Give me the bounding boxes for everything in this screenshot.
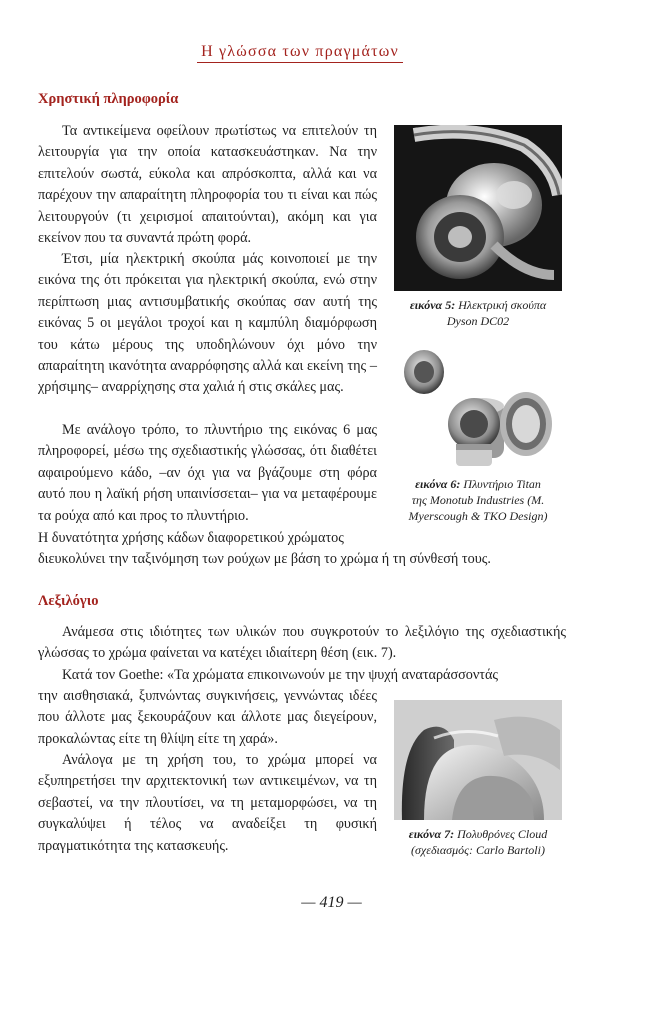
caption-line [415,477,541,491]
section-heading-usage-info: Χρηστική πληροφορία [38,91,179,107]
caption-line: Dyson DC02 [446,314,510,328]
vacuum-cleaner-icon [394,125,562,291]
paragraph: Τα αντικείμενα οφείλουν πρωτίστως να επιτελούν τη λειτουργία για την οποία κατασκευάστηκαν. Να την επιτελούν σωστά, εύκολα και απρόσκοπτα, αλλά και να παρέχουν την απαραίτητη πληροφορία του τι είναι και πώς λειτουργούν (τι χειρισμοί απαιτούνται), ακόμη και για εκείνον που τα συναντά πρώτη φορά. [38,123,377,247]
caption-line: Myerscough & TKO Design) [408,509,548,523]
caption-line: (σχεδιασμός: Carlo Bartoli) [411,843,545,857]
caption-line [410,298,546,312]
paragraph: Έτσι, μία ηλεκτρική σκούπα μάς κοινοποιεί με την εικόνα της ότι πρόκειται για ηλεκτρική σκούπα, ενώ στην περίπτωση μιας αντισυμβατικής σκούπας σαν αυτή της εικόνας 5 οι μεγάλοι τροχοί και η καμπύλη διαμόρφωση του κάτω μέρους της υποδηλώνουν όχι μόνο την απαραίτητη ικανότητα αναρρόφησης αλλά και εκείνη της –χρήσιμης– αναρρίχησης στα χαλιά ή στις σκάλες μας. [38,251,377,396]
figure-label: εικόνα 6: [415,477,461,491]
paragraph: διευκολύνει την ταξινόμηση των ρούχων με βάση το χρώμα ή τη σύνθεσή τους. [38,551,491,567]
caption-text: Πολυθρόνες Cloud [457,827,548,841]
figure-7-armchairs-image [394,700,562,820]
paragraph: Η δυνατότητα χρήσης κάδων διαφορετικού χρώματος [38,530,344,546]
figure-7-caption [388,826,568,858]
running-head: Η γλώσσα των πραγμάτων [197,43,403,63]
figure-label: εικόνα 5: [409,298,456,312]
figure-label: εικόνα 7: [408,827,455,841]
paragraph: Ανάλογα με τη χρήση του, το χρώμα μπορεί να εξυπηρετήσει την αρχιτεκτονική των αντικειμένων, να τη σεβαστεί, να την πλουτίσει, να τη μεταμορφώσει, να τη συγκαλύψει ή τέλος να αναδείξει τη φυσική πραγματικότητα της κατασκευής. [38,752,377,854]
figure-6-caption [393,476,563,524]
paragraph: Με ανάλογο τρόπο, το πλυντήριο της εικόνας 6 μας πληροφορεί, μέσω της σχεδιαστικής γλώσσας, ότι διαθέτει αφαιρούμενο κάδο, –αν όχι για να βγάζουμε στη φόρα αυτό που η λαϊκή ρήση υπαινίσσεται– για να μεταφέρουμε τα ρούχα από και προς το πλυντήριο. [38,422,377,524]
washing-machine-icon [398,340,558,472]
caption-line: της Monotub Industries (M. [411,493,545,507]
page-number: — 419 — [301,894,362,911]
figure-6-washing-machine-image [398,340,558,472]
figure-5-vacuum-image [394,125,562,291]
caption-line [409,827,547,841]
paragraph: Ανάμεσα στις ιδιότητες των υλικών που συγκροτούν το λεξιλόγιο της σχεδιαστικής γλώσσας το χρώμα φαίνεται να κατέχει ιδιαίτερη θέση (εικ. 7). [38,624,566,662]
caption-text: Ηλεκτρική σκούπα [458,298,547,312]
armchair-icon [394,700,562,820]
caption-text: Πλυντήριο Titan [463,477,541,491]
section-heading-vocabulary: Λεξιλόγιο [38,593,99,609]
figure-5-caption [388,297,568,329]
paragraph: την αισθησιακά, ξυπνώντας συγκινήσεις, γεννώντας ιδέες που άλλοτε μας ξεκουράζουν και άλλοτε μας διεγείρουν, προκαλώντας είτε τη θλίψη είτε τη χαρά». [38,688,377,747]
paragraph: Κατά τον Goethe: «Τα χρώματα επικοινωνούν με την ψυχή αναταράσσοντάς [62,667,499,683]
